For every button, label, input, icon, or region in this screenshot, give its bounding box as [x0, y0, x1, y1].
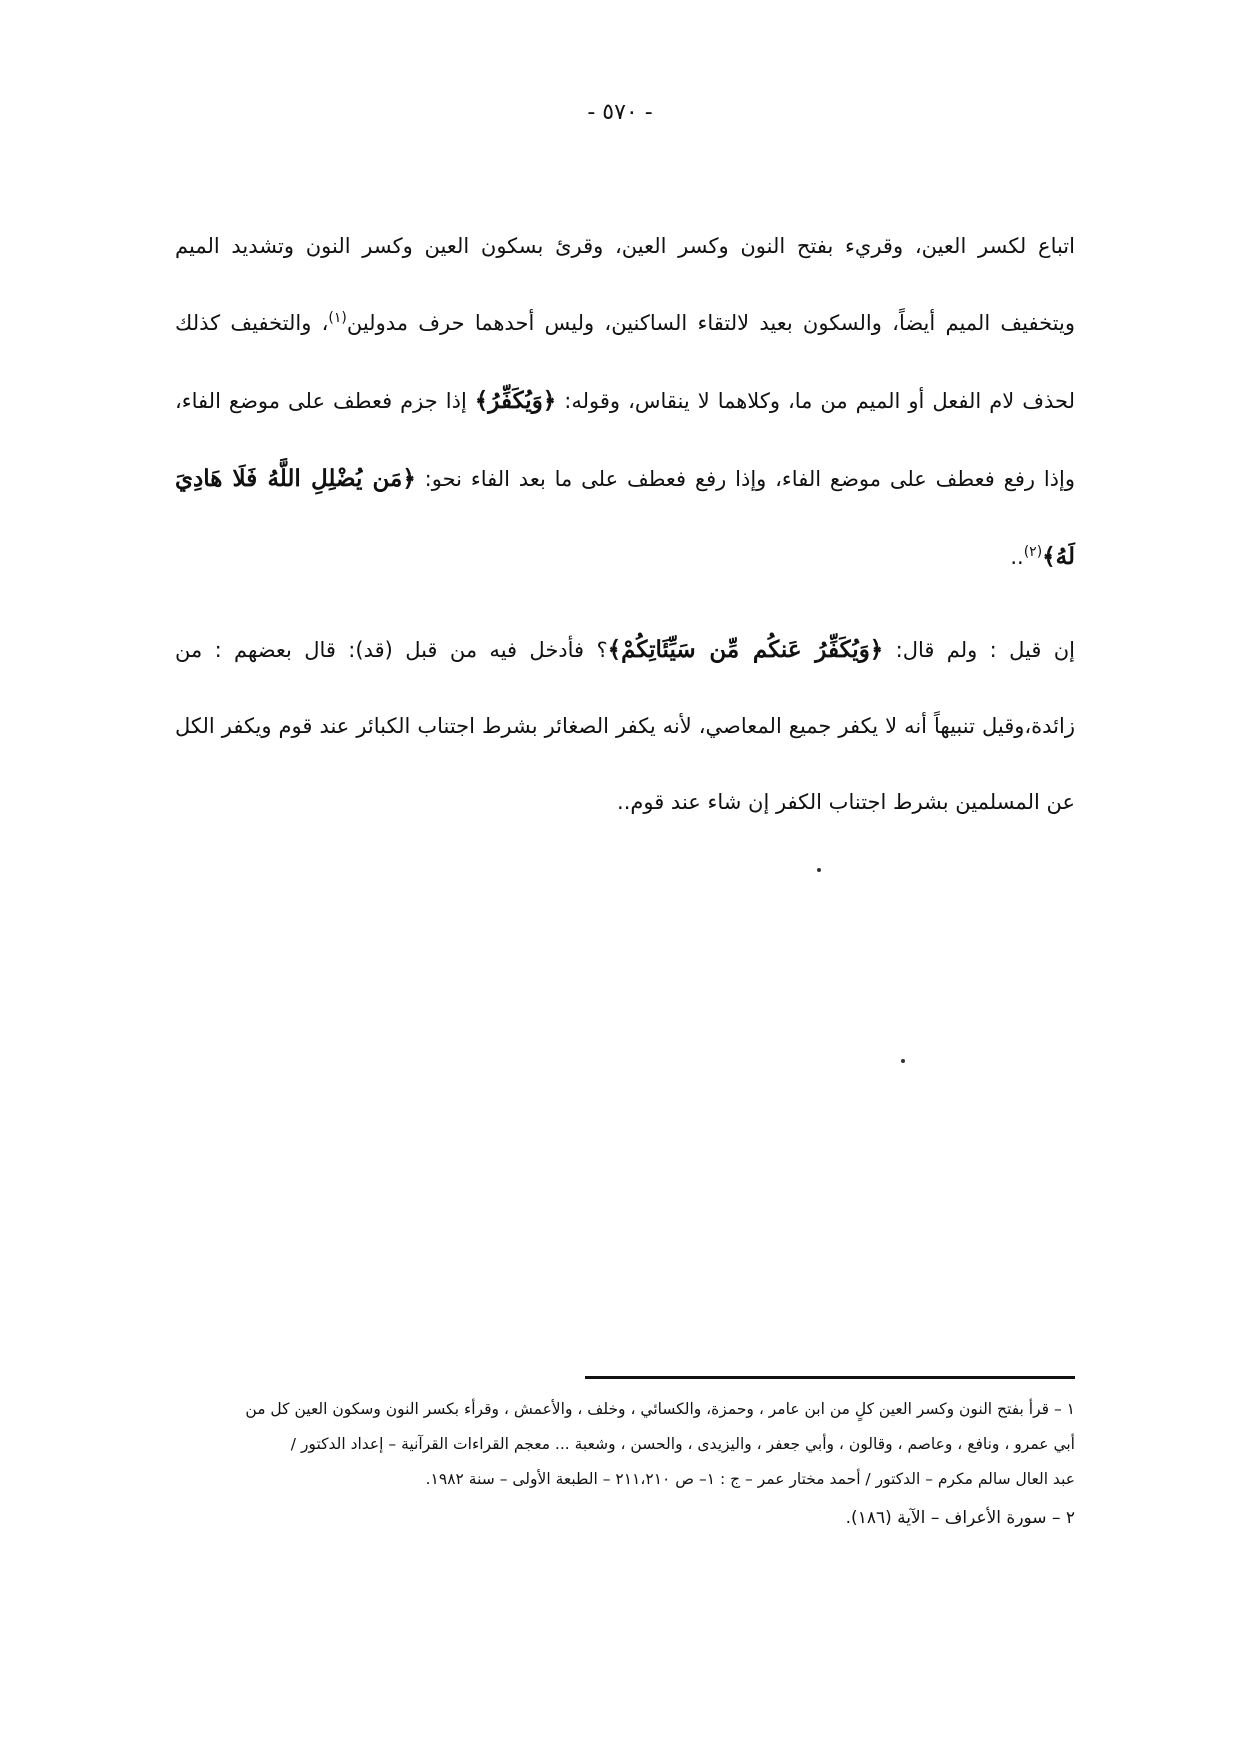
scan-speck: [901, 1059, 905, 1063]
paragraph-text: اتباع لكسر العين، وقريء بفتح النون وكسر العين، وقرئ بسكون العين وكسر النون وتشديد الميم ويتخفيف الميم أيضاً، والسكون بعيد لالتقاء الساكنين، وليس أحدهما حرف مدولين: [175, 234, 1075, 335]
footnote-line: أبي عمرو ، ونافع ، وعاصم ، وقالون ، وأبي جعفر ، واليزيدى ، والحسن ، وشعبة ... معجم القراءات القرآنية – إعداد الدكتور /: [290, 1435, 1075, 1453]
main-text: [175, 208, 1075, 840]
page-number: - ٥٧٠ -: [587, 100, 653, 125]
quran-verse: ﴿وَيُكَفِّرُ﴾: [474, 387, 557, 414]
paragraph-text: ؟ فأدخل فيه من قبل (قد): قال بعضهم : من زائدة،وقيل تنبيهاً أنه لا يكفر جميع المعاصي، لأنه يكفر الصغائر بشرط اجتناب الكبائر عند قوم ويكفر الكل عن المسلمين بشرط اجتناب الكفر إن شاء عند قوم..: [175, 638, 1075, 814]
footnote-divider: [585, 1376, 1075, 1379]
footnote-line: ١ – قرأ بفتح النون وكسر العين كلٍ من ابن عامر ، وحمزة، والكسائي ، وخلف ، والأعمش ، وقرأء بكسر النون وسكون العين كل من: [245, 1400, 1075, 1418]
paragraph-text: إن قيل : ولم قال:: [883, 638, 1075, 662]
quran-verse: ﴿مَن يُضْلِلِ اللَّهُ فَلَا هَادِيَ لَهُ﴾: [175, 465, 1075, 570]
paragraph: [175, 208, 1075, 596]
scan-speck: [817, 868, 821, 872]
footnote-reference: (٢): [1023, 544, 1043, 560]
footnotes: [155, 1392, 1075, 1536]
footnote-line: ٢ – سورة الأعراف – الآية (١٨٦).: [845, 1508, 1075, 1528]
paragraph-text: إذا جزم فعطف على موضع الفاء، وإذا رفع فعطف على موضع الفاء، وإذا رفع فعطف على ما بعد الفاء نحو:: [175, 389, 1076, 491]
footnote-reference: (١): [328, 310, 347, 326]
footnote-line: عبد العال سالم مكرم – الدكتور / أحمد مختار عمر – ج : ١– ص ٢١١،٢١٠ – الطبعة الأولى – سنة ١٩٨٢.: [425, 1470, 1075, 1488]
paragraph: [175, 612, 1075, 840]
quran-verse: ﴿وَيُكَفِّرُ عَنكُم مِّن سَيِّئَاتِكُمْ﴾: [607, 636, 884, 663]
paragraph-text: ، والتخفيف كذلك لحذف لام الفعل أو الميم من ما، وكلاهما لا ينقاس، وقوله:: [175, 311, 1075, 413]
paragraph-text: ..: [1010, 545, 1024, 569]
